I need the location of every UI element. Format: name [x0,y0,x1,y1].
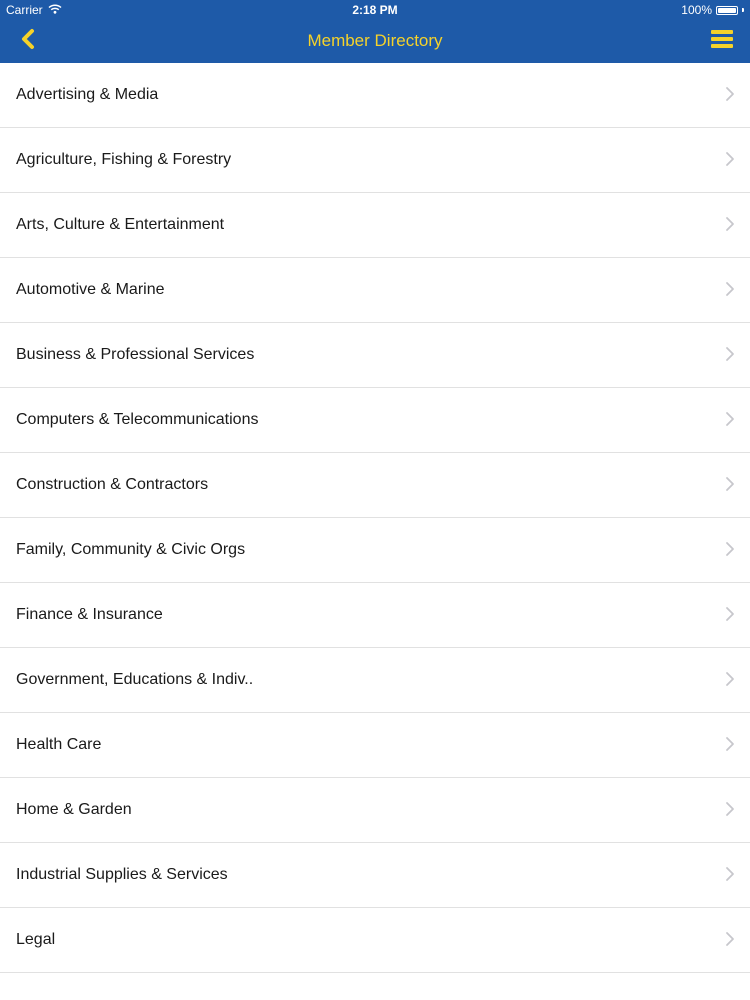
list-item[interactable] [0,258,750,323]
chevron-right-icon [725,216,735,232]
category-list [0,63,750,973]
battery-percent: 100% [681,3,712,17]
chevron-right-icon [725,281,735,297]
chevron-right-icon [725,671,735,687]
list-item-label: Computers & Telecommunications [16,411,259,428]
list-item[interactable] [0,63,750,128]
list-item[interactable] [0,518,750,583]
hamburger-menu-icon [710,29,734,54]
chevron-right-icon [725,931,735,947]
chevron-right-icon [725,606,735,622]
navigation-bar [0,20,750,63]
list-item-label: Construction & Contractors [16,476,209,493]
chevron-right-icon [725,801,735,817]
list-item[interactable] [0,388,750,453]
chevron-right-icon [725,866,735,882]
list-item-label: Health Care [16,736,102,753]
chevron-right-icon [725,476,735,492]
chevron-right-icon [725,736,735,752]
list-item-label: Industrial Supplies & Services [16,866,228,883]
list-item[interactable] [0,128,750,193]
carrier-label: Carrier [6,3,43,17]
chevron-right-icon [725,346,735,362]
status-right [681,3,744,17]
chevron-right-icon [725,151,735,167]
list-item[interactable] [0,193,750,258]
list-item-label: Finance & Insurance [16,606,163,623]
battery-icon [716,6,738,15]
list-item-label: Home & Garden [16,801,132,818]
list-item-label: Agriculture, Fishing & Forestry [16,151,232,168]
list-item-label: Legal [16,931,56,948]
chevron-right-icon [725,541,735,557]
list-item-label: Government, Educations & Indiv.. [16,671,254,688]
clock: 2:18 PM [352,3,398,17]
app-header [0,0,750,63]
menu-button[interactable] [706,25,738,57]
list-item[interactable] [0,583,750,648]
list-item-label: Advertising & Media [16,86,159,103]
page-title: Member Directory [307,31,443,50]
list-item-label: Business & Professional Services [16,346,255,363]
list-item[interactable] [0,648,750,713]
list-item[interactable] [0,323,750,388]
status-bar [0,0,750,20]
chevron-right-icon [725,86,735,102]
list-item[interactable] [0,713,750,778]
list-item[interactable] [0,453,750,518]
chevron-right-icon [725,411,735,427]
battery-tip [742,8,744,12]
list-item[interactable] [0,778,750,843]
list-item[interactable] [0,843,750,908]
list-item-label: Automotive & Marine [16,281,165,298]
list-item-label: Arts, Culture & Entertainment [16,216,225,233]
list-item[interactable] [0,908,750,973]
list-item-label: Family, Community & Civic Orgs [16,541,246,558]
